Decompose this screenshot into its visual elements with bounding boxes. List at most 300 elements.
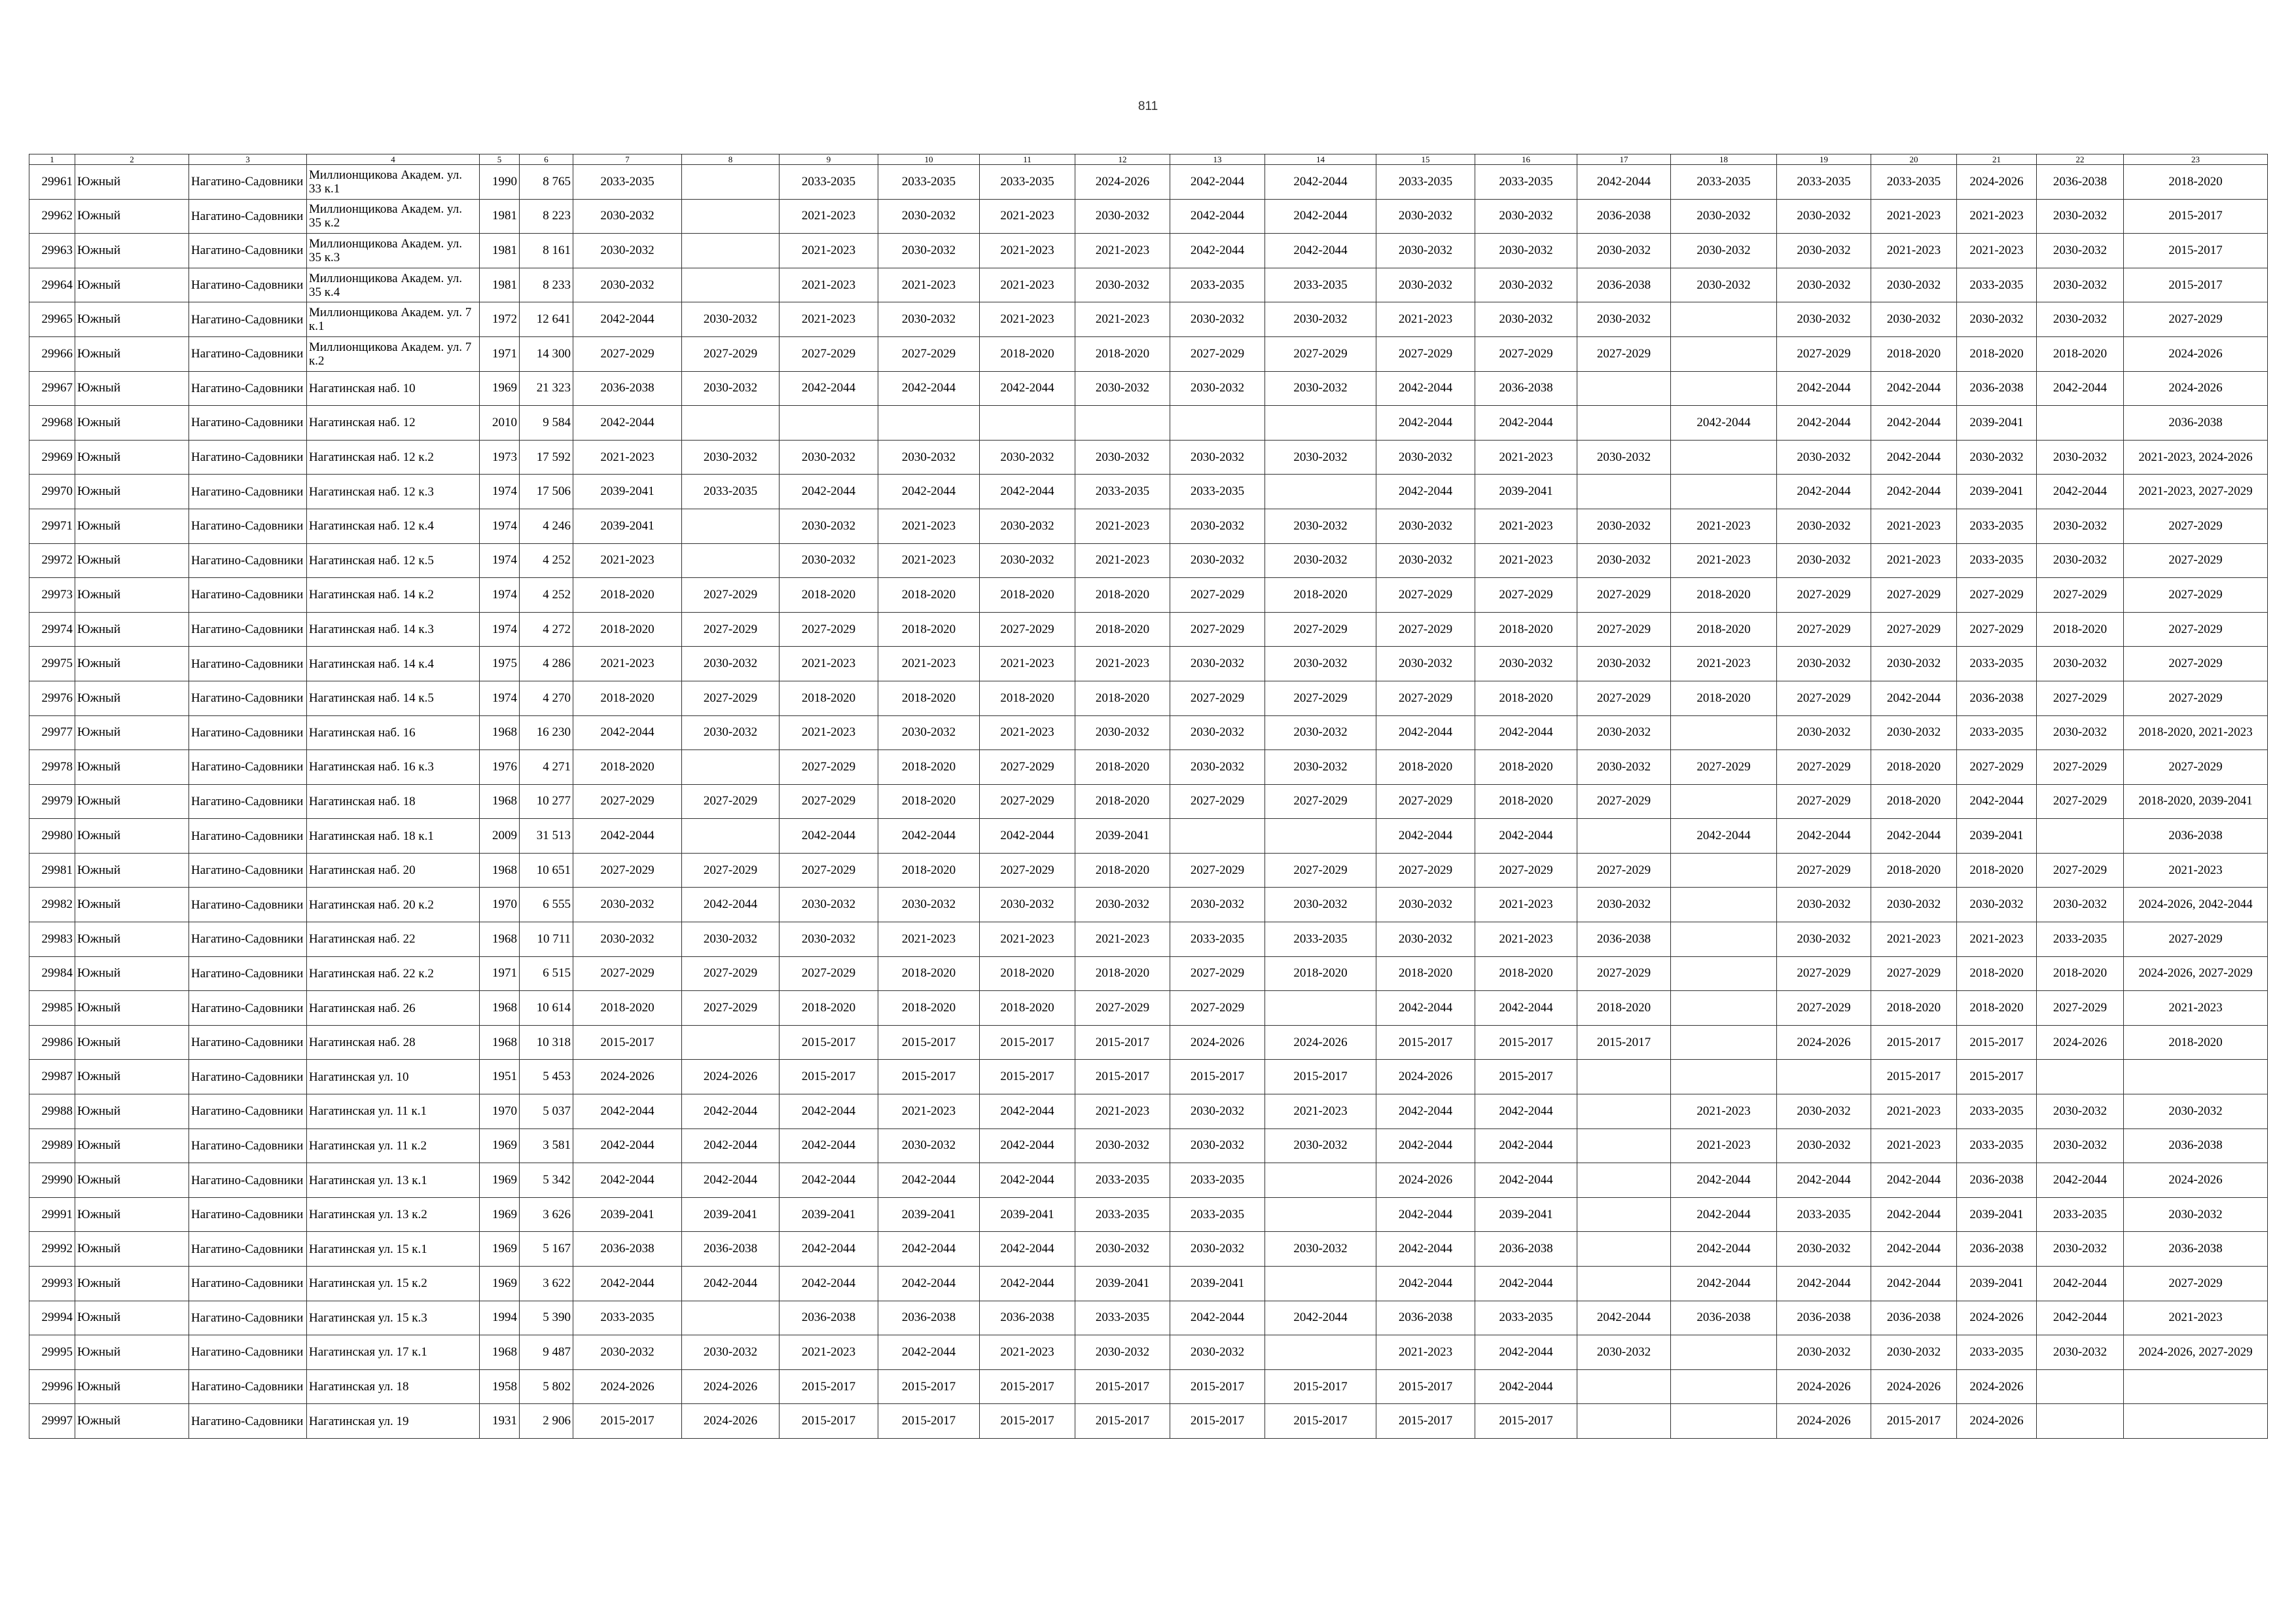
table-cell: 29982 [29, 888, 75, 922]
table-cell: 2027-2029 [682, 578, 780, 613]
table-cell: 2027-2029 [1376, 336, 1475, 371]
table-row [29, 1335, 2268, 1370]
table-cell: Нагатино-Садовники [189, 543, 307, 578]
table-cell: 2042-2044 [1475, 1094, 1577, 1129]
table-cell: 2042-2044 [1871, 475, 1957, 509]
table-row [29, 612, 2268, 647]
table-cell: 2036-2038 [1577, 199, 1671, 234]
table-row [29, 1301, 2268, 1335]
table-cell: 2030-2032 [1475, 268, 1577, 302]
table-cell: 2018-2020 [1075, 336, 1170, 371]
table-cell: 2027-2029 [1777, 991, 1871, 1026]
table-cell: 3 622 [520, 1267, 573, 1301]
table-cell: 2030-2032 [682, 1335, 780, 1370]
table-cell: 2030-2032 [2037, 234, 2124, 268]
table-cell: 2033-2035 [1265, 268, 1376, 302]
table-cell: 2030-2032 [1376, 199, 1475, 234]
table-cell: 2015-2017 [878, 1025, 980, 1060]
table-cell: 2018-2020 [1265, 956, 1376, 991]
table-cell: 2030-2032 [2037, 1128, 2124, 1163]
table-cell: 2027-2029 [682, 853, 780, 888]
table-cell: 2027-2029 [2124, 647, 2268, 681]
table-cell: 2030-2032 [1475, 302, 1577, 337]
table-cell: 2030-2032 [1957, 302, 2037, 337]
table-cell [1577, 1197, 1671, 1232]
table-row [29, 1404, 2268, 1439]
table-cell: 2042-2044 [682, 1094, 780, 1129]
table-cell: Миллионщикова Академ. ул. 35 к.3 [307, 234, 480, 268]
table-cell: 2030-2032 [2037, 509, 2124, 543]
table-cell: 2015-2017 [1871, 1060, 1957, 1094]
table-cell: 2036-2038 [1957, 1163, 2037, 1198]
table-cell: 2036-2038 [1577, 268, 1671, 302]
table-cell: 1974 [480, 543, 520, 578]
table-row [29, 647, 2268, 681]
table-cell: 2036-2038 [1957, 681, 2037, 715]
table-cell: 2039-2041 [573, 475, 682, 509]
table-cell: 2042-2044 [1265, 165, 1376, 200]
table-row [29, 199, 2268, 234]
table-cell: 2018-2020 [1475, 784, 1577, 819]
table-cell: 1969 [480, 371, 520, 406]
table-cell: 2042-2044 [878, 1267, 980, 1301]
table-cell [1075, 406, 1170, 441]
table-cell: Южный [75, 371, 189, 406]
table-cell: Нагатино-Садовники [189, 681, 307, 715]
table-cell: Нагатинская наб. 22 к.2 [307, 956, 480, 991]
table-cell: 2015-2017 [780, 1060, 878, 1094]
table-cell: 2033-2035 [1671, 165, 1777, 200]
table-cell: 2018-2020 [1075, 578, 1170, 613]
table-cell: 2030-2032 [1777, 647, 1871, 681]
table-cell: 2015-2017 [1957, 1025, 2037, 1060]
table-cell: 2030-2032 [878, 234, 980, 268]
table-cell: 2036-2038 [573, 371, 682, 406]
table-cell [1577, 1128, 1671, 1163]
table-cell: 2036-2038 [1957, 1232, 2037, 1267]
table-cell: 1971 [480, 956, 520, 991]
table-cell: 2021-2023 [1871, 922, 1957, 957]
table-cell [682, 1301, 780, 1335]
table-cell: 2021-2023 [878, 543, 980, 578]
table-cell: 2021-2023 [573, 647, 682, 681]
table-cell: 2021-2023 [1871, 509, 1957, 543]
table-cell: 2042-2044 [1777, 1163, 1871, 1198]
table-cell: 2030-2032 [2124, 1197, 2268, 1232]
table-cell: 2015-2017 [2124, 199, 2268, 234]
table-cell: 2018-2020 [878, 750, 980, 785]
table-cell: Южный [75, 406, 189, 441]
table-cell: 8 223 [520, 199, 573, 234]
table-cell: 2030-2032 [1777, 440, 1871, 475]
table-cell: 5 037 [520, 1094, 573, 1129]
table-cell [1671, 715, 1777, 750]
table-row [29, 1232, 2268, 1267]
table-cell: 2039-2041 [1957, 819, 2037, 854]
table-cell: 2027-2029 [1170, 991, 1265, 1026]
table-cell: Нагатинская наб. 12 к.4 [307, 509, 480, 543]
table-cell: 2030-2032 [878, 715, 980, 750]
table-cell: 2030-2032 [1577, 647, 1671, 681]
table-cell: 2030-2032 [2037, 715, 2124, 750]
table-cell: 2036-2038 [878, 1301, 980, 1335]
table-cell: 2027-2029 [1577, 578, 1671, 613]
table-cell: 2042-2044 [980, 1094, 1075, 1129]
table-cell: Нагатинская ул. 11 к.1 [307, 1094, 480, 1129]
column-header: 11 [980, 154, 1075, 165]
column-header: 15 [1376, 154, 1475, 165]
table-cell: 1976 [480, 750, 520, 785]
table-cell: 2 906 [520, 1404, 573, 1439]
table-cell: 2027-2029 [1577, 956, 1671, 991]
table-cell: 2030-2032 [1376, 888, 1475, 922]
table-cell: 2027-2029 [1777, 750, 1871, 785]
table-cell: Южный [75, 991, 189, 1026]
table-cell: 16 230 [520, 715, 573, 750]
table-cell [1265, 1335, 1376, 1370]
table-cell: 2027-2029 [1170, 956, 1265, 991]
table-cell: 29968 [29, 406, 75, 441]
table-cell: 2042-2044 [1671, 1232, 1777, 1267]
table-cell: 29965 [29, 302, 75, 337]
table-cell: 2018-2020 [1075, 853, 1170, 888]
table-cell: 2042-2044 [1871, 1163, 1957, 1198]
table-row [29, 853, 2268, 888]
table-cell: 2024-2026, 2027-2029 [2124, 1335, 2268, 1370]
table-cell: Южный [75, 1060, 189, 1094]
table-cell: 29977 [29, 715, 75, 750]
table-row [29, 475, 2268, 509]
table-cell: 2033-2035 [1170, 268, 1265, 302]
table-cell: 2027-2029 [1376, 784, 1475, 819]
table-cell: 5 802 [520, 1369, 573, 1404]
table-cell: 2027-2029 [2124, 681, 2268, 715]
table-cell [1265, 1197, 1376, 1232]
table-cell: 2030-2032 [1475, 647, 1577, 681]
table-cell: 2018-2020 [878, 956, 980, 991]
table-cell [1265, 475, 1376, 509]
table-cell: 2030-2032 [1777, 1128, 1871, 1163]
table-cell: 2033-2035 [1475, 165, 1577, 200]
table-cell: 2030-2032 [1376, 647, 1475, 681]
table-cell: 2021-2023 [980, 268, 1075, 302]
table-cell: 2027-2029 [2124, 302, 2268, 337]
table-cell: 2027-2029 [980, 853, 1075, 888]
table-cell: 2021-2023 [780, 234, 878, 268]
table-cell: 2042-2044 [1376, 1197, 1475, 1232]
table-cell: Миллионщикова Академ. ул. 33 к.1 [307, 165, 480, 200]
table-cell: 2015-2017 [573, 1404, 682, 1439]
table-cell: 2024-2026 [573, 1369, 682, 1404]
table-cell: 2042-2044 [1376, 1232, 1475, 1267]
table-cell: 2021-2023 [1475, 888, 1577, 922]
table-cell: 2030-2032 [1376, 440, 1475, 475]
table-cell: 2033-2035 [1075, 1197, 1170, 1232]
table-cell: 2015-2017 [1871, 1404, 1957, 1439]
table-cell [2037, 819, 2124, 854]
table-cell: 2027-2029 [682, 784, 780, 819]
table-cell: Нагатино-Садовники [189, 302, 307, 337]
table-cell: 1968 [480, 715, 520, 750]
table-cell: Южный [75, 1094, 189, 1129]
table-cell: 1981 [480, 199, 520, 234]
table-row [29, 406, 2268, 441]
table-cell: 14 300 [520, 336, 573, 371]
table-cell: 2018-2020 [1671, 578, 1777, 613]
table-cell: 2024-2026 [682, 1404, 780, 1439]
table-cell: 2027-2029 [682, 991, 780, 1026]
table-cell [1577, 1163, 1671, 1198]
data-table [29, 154, 2268, 1439]
table-cell: 2030-2032 [980, 888, 1075, 922]
table-cell: 2027-2029 [1170, 612, 1265, 647]
table-cell: 2021-2023 [1475, 543, 1577, 578]
table-cell: 3 581 [520, 1128, 573, 1163]
column-header: 23 [2124, 154, 2268, 165]
table-row [29, 578, 2268, 613]
table-cell: 1968 [480, 991, 520, 1026]
table-cell: 2042-2044 [780, 819, 878, 854]
table-cell: 2021-2023 [1671, 509, 1777, 543]
table-cell: 2030-2032 [1777, 268, 1871, 302]
table-cell: 2015-2017 [878, 1369, 980, 1404]
table-cell: 2027-2029 [682, 336, 780, 371]
table-row [29, 440, 2268, 475]
table-cell: 2042-2044 [573, 1094, 682, 1129]
table-cell: 2018-2020 [1075, 784, 1170, 819]
table-cell [1170, 819, 1265, 854]
table-cell: 2027-2029 [780, 956, 878, 991]
table-cell: 1968 [480, 784, 520, 819]
table-cell: 2027-2029 [1577, 784, 1671, 819]
table-cell: 2030-2032 [1075, 440, 1170, 475]
table-cell: 2030-2032 [1170, 371, 1265, 406]
table-cell: 2030-2032 [682, 371, 780, 406]
table-cell: 2015-2017 [980, 1369, 1075, 1404]
table-cell: 2036-2038 [980, 1301, 1075, 1335]
table-cell: Нагатино-Садовники [189, 1335, 307, 1370]
table-cell: 2018-2020 [878, 853, 980, 888]
table-cell: 2030-2032 [1671, 199, 1777, 234]
table-cell: 2027-2029 [682, 681, 780, 715]
table-cell: 2018-2020 [1957, 956, 2037, 991]
table-cell: Нагатинская ул. 13 к.1 [307, 1163, 480, 1198]
table-cell: 2030-2032 [780, 509, 878, 543]
table-cell: 2036-2038 [573, 1232, 682, 1267]
table-cell: 2027-2029 [780, 612, 878, 647]
table-cell: 2030-2032 [682, 440, 780, 475]
table-cell: Нагатинская наб. 14 к.2 [307, 578, 480, 613]
table-cell: 2015-2017 [573, 1025, 682, 1060]
table-cell [1577, 475, 1671, 509]
table-cell: 17 592 [520, 440, 573, 475]
table-cell: Нагатинская наб. 14 к.5 [307, 681, 480, 715]
table-cell: 2030-2032 [1777, 543, 1871, 578]
table-cell: 2030-2032 [1075, 268, 1170, 302]
table-cell: 2042-2044 [1777, 406, 1871, 441]
table-cell: Южный [75, 578, 189, 613]
table-row [29, 922, 2268, 957]
table-cell: 2015-2017 [1871, 1025, 1957, 1060]
table-cell: 2027-2029 [780, 784, 878, 819]
table-cell: 8 161 [520, 234, 573, 268]
table-cell: 2042-2044 [1265, 1301, 1376, 1335]
table-cell: Нагатинская ул. 18 [307, 1369, 480, 1404]
table-cell: 2027-2029 [1265, 853, 1376, 888]
table-cell: 2015-2017 [1265, 1369, 1376, 1404]
column-header: 12 [1075, 154, 1170, 165]
table-cell: 2018-2020 [1671, 681, 1777, 715]
table-cell: 1972 [480, 302, 520, 337]
table-cell: 2027-2029 [1376, 853, 1475, 888]
table-cell: 2015-2017 [780, 1369, 878, 1404]
table-cell: 2042-2044 [780, 371, 878, 406]
table-cell: Нагатино-Садовники [189, 1404, 307, 1439]
table-cell: 2021-2023, 2024-2026 [2124, 440, 2268, 475]
table-cell: 2027-2029 [1871, 578, 1957, 613]
table-cell: 2042-2044 [2037, 475, 2124, 509]
table-cell: 2039-2041 [878, 1197, 980, 1232]
table-cell: 2027-2029 [1777, 681, 1871, 715]
table-cell: 2015-2017 [780, 1404, 878, 1439]
table-cell: Миллионщикова Академ. ул. 7 к.1 [307, 302, 480, 337]
table-cell: 2021-2023 [1871, 543, 1957, 578]
table-cell: 2024-2026 [1957, 165, 2037, 200]
table-cell: 2018-2020 [1376, 750, 1475, 785]
table-cell: 2027-2029 [1777, 853, 1871, 888]
table-row [29, 1128, 2268, 1163]
table-cell: 2042-2044 [1577, 165, 1671, 200]
table-cell [1777, 1060, 1871, 1094]
table-cell: 2030-2032 [1577, 509, 1671, 543]
table-cell: 2027-2029 [1475, 853, 1577, 888]
table-cell: 2027-2029 [2124, 612, 2268, 647]
table-cell: 2033-2035 [1075, 1301, 1170, 1335]
table-cell: 2021-2023 [1376, 1335, 1475, 1370]
table-cell: 29972 [29, 543, 75, 578]
table-cell: Нагатино-Садовники [189, 1025, 307, 1060]
table-cell: 2021-2023 [878, 647, 980, 681]
table-cell: 2030-2032 [780, 888, 878, 922]
column-header: 2 [75, 154, 189, 165]
table-cell: 2036-2038 [1475, 1232, 1577, 1267]
table-cell: Нагатино-Садовники [189, 509, 307, 543]
table-cell: 2030-2032 [1871, 715, 1957, 750]
table-cell: 2024-2026 [682, 1060, 780, 1094]
table-cell: 2042-2044 [2037, 371, 2124, 406]
table-cell: 2030-2032 [780, 543, 878, 578]
column-header: 6 [520, 154, 573, 165]
table-cell: 1969 [480, 1232, 520, 1267]
table-cell: 2042-2044 [1671, 1267, 1777, 1301]
table-cell: 2018-2020 [1871, 784, 1957, 819]
table-cell: 2036-2038 [1777, 1301, 1871, 1335]
table-cell: 2015-2017 [980, 1404, 1075, 1439]
table-cell: Миллионщикова Академ. ул. 35 к.2 [307, 199, 480, 234]
table-cell: 2030-2032 [1075, 199, 1170, 234]
table-cell: 1990 [480, 165, 520, 200]
table-cell: Нагатинская наб. 14 к.3 [307, 612, 480, 647]
table-cell: Нагатино-Садовники [189, 1060, 307, 1094]
table-row [29, 1197, 2268, 1232]
table-cell: 2030-2032 [682, 715, 780, 750]
column-header: 22 [2037, 154, 2124, 165]
table-cell: 2021-2023 [980, 715, 1075, 750]
table-cell: 2021-2023 [1075, 509, 1170, 543]
table-cell: 2033-2035 [1075, 475, 1170, 509]
table-cell: 29976 [29, 681, 75, 715]
table-cell [1671, 991, 1777, 1026]
table-cell [1577, 371, 1671, 406]
table-cell: 2042-2044 [1376, 715, 1475, 750]
table-cell: Нагатино-Садовники [189, 647, 307, 681]
table-cell: 2015-2017 [1170, 1060, 1265, 1094]
table-cell: 2027-2029 [1075, 991, 1170, 1026]
table-cell: 2018-2020 [1475, 612, 1577, 647]
column-header: 21 [1957, 154, 2037, 165]
column-header: 19 [1777, 154, 1871, 165]
table-cell [1577, 1060, 1671, 1094]
table-cell: Южный [75, 922, 189, 957]
table-cell: 1981 [480, 268, 520, 302]
table-cell: 2030-2032 [1871, 268, 1957, 302]
table-cell: 2021-2023 [573, 440, 682, 475]
table-cell: 2030-2032 [1170, 1232, 1265, 1267]
table-cell: 2030-2032 [2037, 1094, 2124, 1129]
table-cell [682, 819, 780, 854]
table-cell: 2039-2041 [573, 1197, 682, 1232]
table-cell: Южный [75, 199, 189, 234]
table-cell: 2018-2020 [878, 991, 980, 1026]
table-cell: 2018-2020 [1671, 612, 1777, 647]
table-cell: 2027-2029 [1265, 681, 1376, 715]
table-cell: 2030-2032 [1170, 647, 1265, 681]
column-header: 18 [1671, 154, 1777, 165]
table-cell: 10 651 [520, 853, 573, 888]
table-cell: 2033-2035 [1376, 165, 1475, 200]
column-header: 8 [682, 154, 780, 165]
table-row [29, 956, 2268, 991]
table-cell: 29981 [29, 853, 75, 888]
table-cell: 1994 [480, 1301, 520, 1335]
table-cell: 2027-2029 [1170, 336, 1265, 371]
table-cell: 2030-2032 [1957, 888, 2037, 922]
table-cell: 2024-2026 [1376, 1163, 1475, 1198]
table-cell: 2021-2023 [1671, 647, 1777, 681]
table-cell: 2018-2020 [2124, 1025, 2268, 1060]
table-cell: 2039-2041 [573, 509, 682, 543]
table-cell: Южный [75, 853, 189, 888]
table-cell: 2018-2020 [573, 681, 682, 715]
table-cell: 2030-2032 [1170, 750, 1265, 785]
table-cell: 31 513 [520, 819, 573, 854]
table-cell: 2015-2017 [1957, 1060, 2037, 1094]
table-cell: 2042-2044 [780, 1094, 878, 1129]
table-cell [1577, 1232, 1671, 1267]
table-cell: Нагатинская наб. 12 [307, 406, 480, 441]
column-header: 20 [1871, 154, 1957, 165]
table-cell: 8 765 [520, 165, 573, 200]
table-cell: 2015-2017 [1475, 1060, 1577, 1094]
table-cell: 2027-2029 [2124, 1267, 2268, 1301]
table-cell: 2027-2029 [1577, 612, 1671, 647]
table-cell [1265, 819, 1376, 854]
table-cell [2124, 1404, 2268, 1439]
table-cell: 2021-2023 [573, 543, 682, 578]
table-cell: 4 246 [520, 509, 573, 543]
table-cell: Нагатинская ул. 15 к.2 [307, 1267, 480, 1301]
table-cell: 2027-2029 [2124, 543, 2268, 578]
